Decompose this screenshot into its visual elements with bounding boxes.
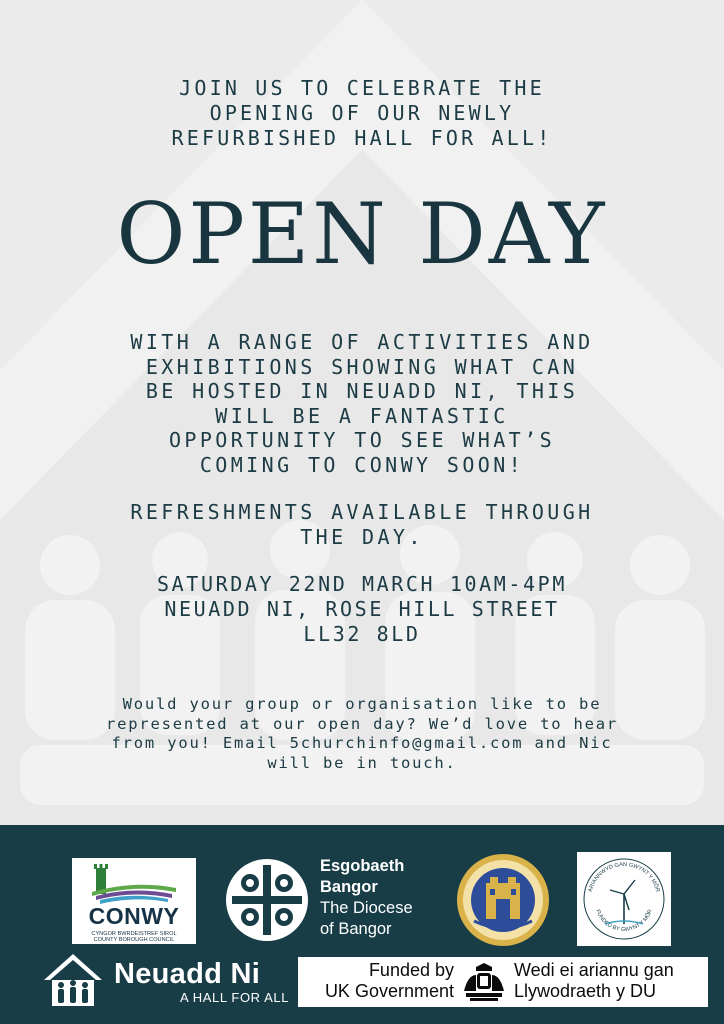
page-title: OPEN DAY	[116, 185, 608, 283]
neuadd-ni-name: Neuadd Ni	[114, 958, 261, 990]
intro-text	[0, 76, 724, 151]
event-date: SATURDAY 22ND MARCH 10AM-4PM	[157, 572, 567, 596]
diocese-name	[320, 856, 450, 940]
uk-government-funding-logo	[298, 957, 708, 1007]
ukgov-line: Llywodraeth y DU	[514, 981, 657, 1001]
conwy-subtitle-english: COUNTY BOROUGH COUNCIL	[93, 937, 175, 943]
diocese-line: Bangor	[320, 878, 378, 896]
refreshments-line: THE DAY.	[300, 525, 424, 549]
description-line: BE HOSTED IN NEUADD NI, THIS	[145, 379, 579, 403]
conwy-castle-icon	[72, 858, 196, 908]
diocese-line: Esgobaeth	[320, 857, 405, 875]
conwy-seal-icon	[456, 853, 550, 947]
event-venue: NEUADD NI, ROSE HILL STREET	[164, 597, 560, 621]
event-postcode: LL32 8LD	[303, 622, 421, 646]
diocese-line: The Diocese	[320, 899, 413, 917]
event-details	[0, 572, 724, 647]
intro-line: REFURBISHED HALL FOR ALL!	[171, 126, 553, 150]
intro-line: JOIN US TO CELEBRATE THE	[179, 76, 545, 100]
invite-text	[0, 695, 724, 773]
ukgov-line: Wedi ei ariannu gan	[514, 960, 674, 980]
ukgov-english	[298, 960, 454, 1002]
refreshments-line: REFRESHMENTS AVAILABLE THROUGH	[130, 500, 594, 524]
conwy-subtitle-welsh: CYNGOR BWRDEISTREF SIROL	[91, 931, 177, 937]
invite-line: represented at our open day? We’d love to hear	[105, 714, 619, 733]
description-line: WILL BE A FANTASTIC	[215, 403, 509, 428]
description-line: EXHIBITIONS SHOWING WHAT CAN	[145, 354, 579, 379]
badge-bottom-text: FUNDED BY GWYNT Y MÔR	[594, 908, 654, 934]
invite-line: will be in touch.	[267, 753, 457, 772]
ukgov-welsh	[514, 960, 708, 1002]
conwy-logo	[72, 858, 196, 944]
neuadd-ni-tagline: A HALL FOR ALL	[180, 990, 290, 1005]
conwy-name: CONWY	[88, 903, 180, 929]
refreshments-text	[0, 500, 724, 550]
diocese-line: of Bangor	[320, 920, 392, 938]
description	[0, 330, 724, 477]
badge-top-text: ARIANNWYD GAN GWYNT Y MÔR	[587, 861, 661, 893]
neuadd-ni-house-icon	[42, 952, 104, 1008]
ukgov-line: Funded by	[368, 960, 454, 980]
wind-turbine-icon	[577, 852, 671, 946]
invite-line: from you! Email 5churchinfo@gmail.com and Nic	[111, 734, 613, 752]
description-line: WITH A RANGE OF ACTIVITIES AND	[130, 330, 594, 354]
ukgov-line: UK Government	[324, 981, 454, 1001]
invite-line: Would your group or organisation like to be	[122, 695, 602, 713]
royal-crest-icon	[460, 961, 508, 1003]
description-line: COMING TO CONWY SOON!	[199, 452, 525, 477]
description-line: OPPORTUNITY TO SEE WHAT’S	[168, 428, 556, 452]
gwynt-y-mor-badge	[577, 852, 671, 946]
intro-line: OPENING OF OUR NEWLY	[209, 101, 515, 125]
diocese-cross-icon	[224, 857, 310, 943]
